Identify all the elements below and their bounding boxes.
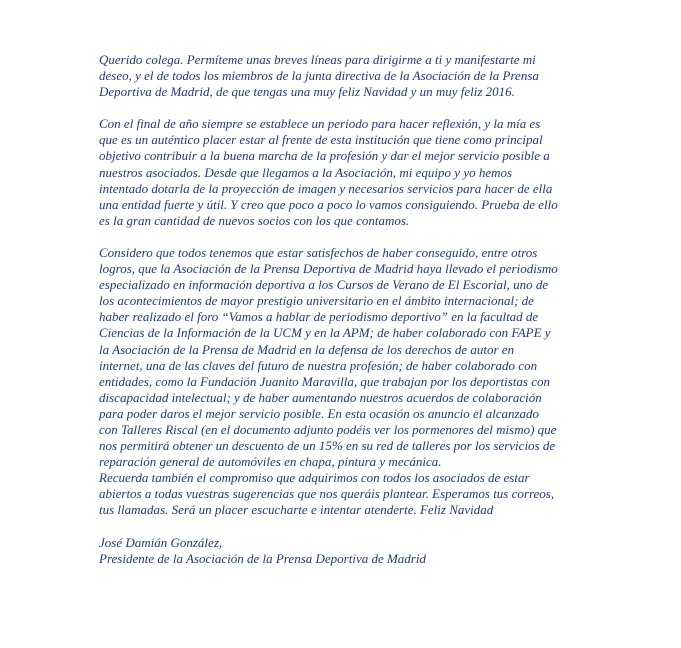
text-line: discapacidad intelectual; y de haber aumentando nuestros acuerdos de colaboración (99, 389, 542, 405)
text-line: intentado dotarla de la proyección de imagen y necesarios servicios para hacer de ella (99, 180, 553, 196)
text-line: entidades, como la Fundación Juanito Maravilla, que trabajan por los deportistas con (99, 373, 550, 389)
paragraph-reflection (99, 116, 599, 229)
text-line: Recuerda también el compromiso que adquirimos con todos los asociados de estar (99, 470, 530, 486)
text-line: la Asociación de la Prensa de Madrid en la defensa de los derechos de autor en (99, 341, 515, 357)
text-line: internet, una de las claves del futuro de nuestra profesión; de haber colaborado con (99, 357, 538, 373)
text-line: Ciencias de la Información de la UCM y en la APM; de haber colaborado con FAPE y (99, 325, 551, 341)
text-line: Deportiva de Madrid, de que tengas una muy feliz Navidad y un muy feliz 2016. (99, 84, 515, 100)
text-line: objetivo contribuir a la buena marcha de la profesión y dar el mejor servicio posible a (99, 148, 550, 164)
text-line: para poder daros el mejor servicio posible. En esta ocasión os anuncio el alcanzado (99, 405, 540, 421)
text-line: nuestros asociados. Desde que llegamos a la Asociación, mi equipo y yo hemos (99, 164, 513, 180)
signature-line: José Damián González, (99, 534, 223, 550)
text-line: una entidad fuerte y útil. Y creo que poco a poco lo vamos consiguiendo. Prueba de ello (99, 196, 558, 212)
text-line: los acontecimientos de mayor prestigio universitario en el ámbito internacional; de (99, 293, 534, 309)
letter-body (99, 52, 599, 567)
text-line: Considero que todos tenemos que estar satisfechos de haber conseguido, entre otros (99, 244, 538, 260)
signature-line: Presidente de la Asociación de la Prensa Deportiva de Madrid (99, 550, 426, 566)
text-line: deseo, y el de todos los miembros de la junta directiva de la Asociación de la Prensa (99, 68, 539, 84)
text-line: es la gran cantidad de nuevos socios con los que contamos. (99, 212, 410, 228)
signature-block (99, 535, 599, 567)
text-line: tus llamadas. Será un placer escucharte e intentar atenderte. Feliz Navidad (99, 502, 494, 518)
text-line: logros, que la Asociación de la Prensa Deportiva de Madrid haya llevado el periodismo (99, 261, 558, 277)
text-line: haber realizado el foro “Vamos a hablar de periodismo deportivo” en la facultad de (99, 309, 539, 325)
text-line: especializado en información deportiva a los Cursos de Verano de El Escorial, uno de (99, 277, 549, 293)
text-line: Querido colega. Permíteme unas breves líneas para dirigirme a ti y manifestarte mi (99, 52, 536, 67)
text-line: reparación general de automóviles en chapa, pintura y mecánica. (99, 454, 442, 470)
text-line: nos permitirá obtener un descuento de un 15% en su red de talleres por los servicios de (99, 438, 556, 454)
paragraph-greeting (99, 52, 599, 100)
text-line: abiertos a todas vuestras sugerencias que nos queráis plantear. Esperamos tus correos, (99, 486, 555, 502)
paragraph-achievements (99, 245, 599, 519)
text-line: que es un auténtico placer estar al frente de esta institución que tiene como principal (99, 132, 543, 148)
text-line: con Talleres Riscal (en el documento adjunto podéis ver los pormenores del mismo) que (99, 421, 557, 437)
text-line: Con el final de año siempre se establece un periodo para hacer reflexión, y la mía es (99, 116, 541, 132)
